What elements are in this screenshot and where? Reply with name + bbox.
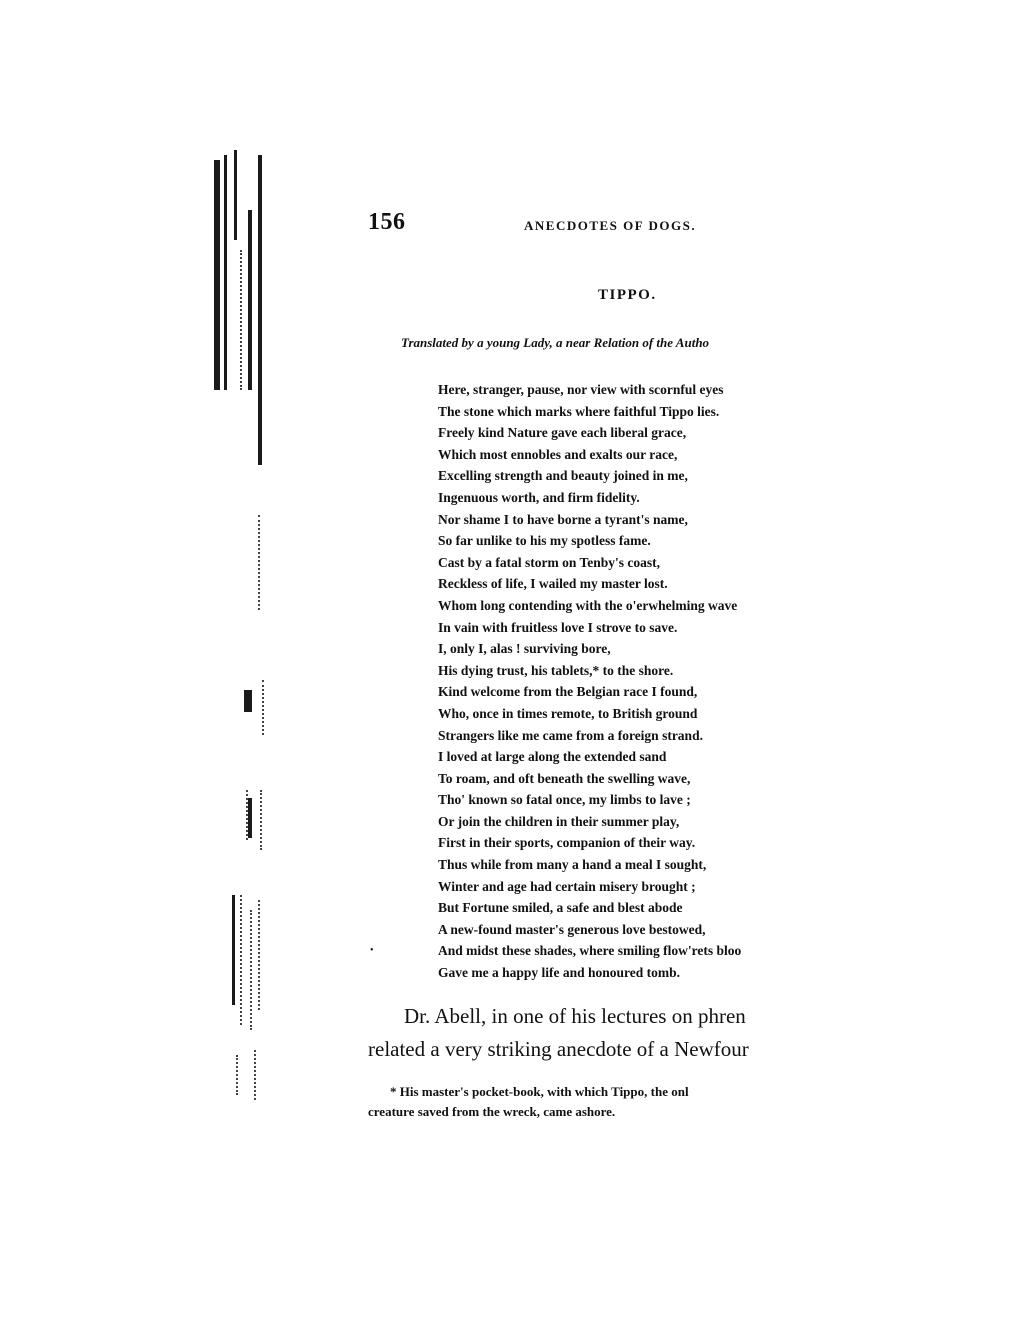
gutter-bar — [258, 155, 262, 465]
gutter-bar — [214, 160, 220, 390]
page-number: 156 — [368, 209, 406, 235]
verse-line: But Fortune smiled, a safe and blest abode — [438, 900, 683, 916]
gutter-bar — [224, 155, 227, 390]
gutter-dash — [262, 680, 264, 735]
verse-line: Whom long contending with the o'erwhelming wave — [438, 597, 738, 613]
verse-line: Freely kind Nature gave each liberal grace, — [438, 425, 687, 441]
running-head: ANECDOTES OF DOGS. — [524, 218, 697, 233]
footnote — [368, 1082, 828, 1122]
verse-line: First in their sports, companion of their way. — [438, 835, 696, 851]
gutter-bar — [248, 798, 252, 838]
prose-paragraph — [368, 1000, 828, 1066]
verse-line: Kind welcome from the Belgian race I found, — [438, 684, 698, 700]
gutter-dash — [254, 1050, 256, 1100]
verse-line: Here, stranger, pause, nor view with scornful eyes — [438, 382, 724, 397]
prose-line: Dr. Abell, in one of his lectures on phren — [404, 1004, 746, 1028]
poem-title: TIPPO. — [598, 287, 657, 303]
verse-line: Cast by a fatal storm on Tenby's coast, — [438, 554, 661, 570]
margin-bullet: • — [370, 945, 374, 956]
verse-line: Winter and age had certain misery brought ; — [438, 878, 696, 894]
footnote-line: * His master's pocket-book, with which Tippo, the onl — [390, 1084, 689, 1099]
poem-verse — [438, 379, 828, 984]
book-page — [368, 205, 828, 1165]
gutter-dash — [240, 250, 242, 390]
verse-line: To roam, and oft beneath the swelling wave, — [438, 770, 691, 786]
poem-attribution: Translated by a young Lady, a near Relation of the Autho — [401, 335, 710, 350]
verse-line: And midst these shades, where smiling flow'rets bloo — [438, 943, 742, 959]
gutter-bar — [248, 210, 252, 390]
gutter-bar — [234, 150, 237, 240]
gutter-dash — [260, 790, 262, 850]
verse-line: I loved at large along the extended sand — [438, 749, 667, 765]
page-header — [368, 209, 828, 245]
verse-line: His dying trust, his tablets,* to the shore. — [438, 662, 674, 678]
verse-line: Gave me a happy life and honoured tomb. — [438, 965, 681, 981]
verse-line: Tho' known so fatal once, my limbs to lave ; — [438, 792, 691, 808]
gutter-dash — [240, 895, 242, 1025]
gutter-dash — [258, 515, 260, 610]
footnote-line: creature saved from the wreck, came ashore. — [368, 1104, 616, 1119]
gutter-dash — [250, 910, 252, 1030]
gutter-dash — [258, 900, 260, 1010]
gutter-bar — [232, 895, 235, 1005]
verse-line: Or join the children in their summer play, — [438, 813, 680, 829]
verse-line: Who, once in times remote, to British ground — [438, 705, 698, 721]
verse-line: Nor shame I to have borne a tyrant's name, — [438, 511, 688, 527]
verse-line: The stone which marks where faithful Tippo lies. — [438, 403, 720, 419]
verse-line: Strangers like me came from a foreign strand. — [438, 727, 703, 743]
gutter-bar — [244, 690, 252, 712]
verse-line: Reckless of life, I wailed my master lost. — [438, 576, 668, 592]
binding-gutter — [210, 150, 280, 1130]
verse-line: Which most ennobles and exalts our race, — [438, 446, 678, 462]
prose-line: related a very striking anecdote of a Newfour — [368, 1037, 749, 1061]
verse-line: A new-found master's generous love bestowed, — [438, 921, 706, 937]
verse-line: I, only I, alas ! surviving bore, — [438, 641, 611, 657]
verse-line: Ingenuous worth, and firm fidelity. — [438, 489, 640, 505]
verse-line: Thus while from many a hand a meal I sought, — [438, 857, 707, 873]
verse-line: So far unlike to his my spotless fame. — [438, 533, 651, 549]
gutter-dash — [236, 1055, 238, 1095]
verse-line: Excelling strength and beauty joined in me, — [438, 468, 688, 484]
verse-line: In vain with fruitless love I strove to save. — [438, 619, 678, 635]
